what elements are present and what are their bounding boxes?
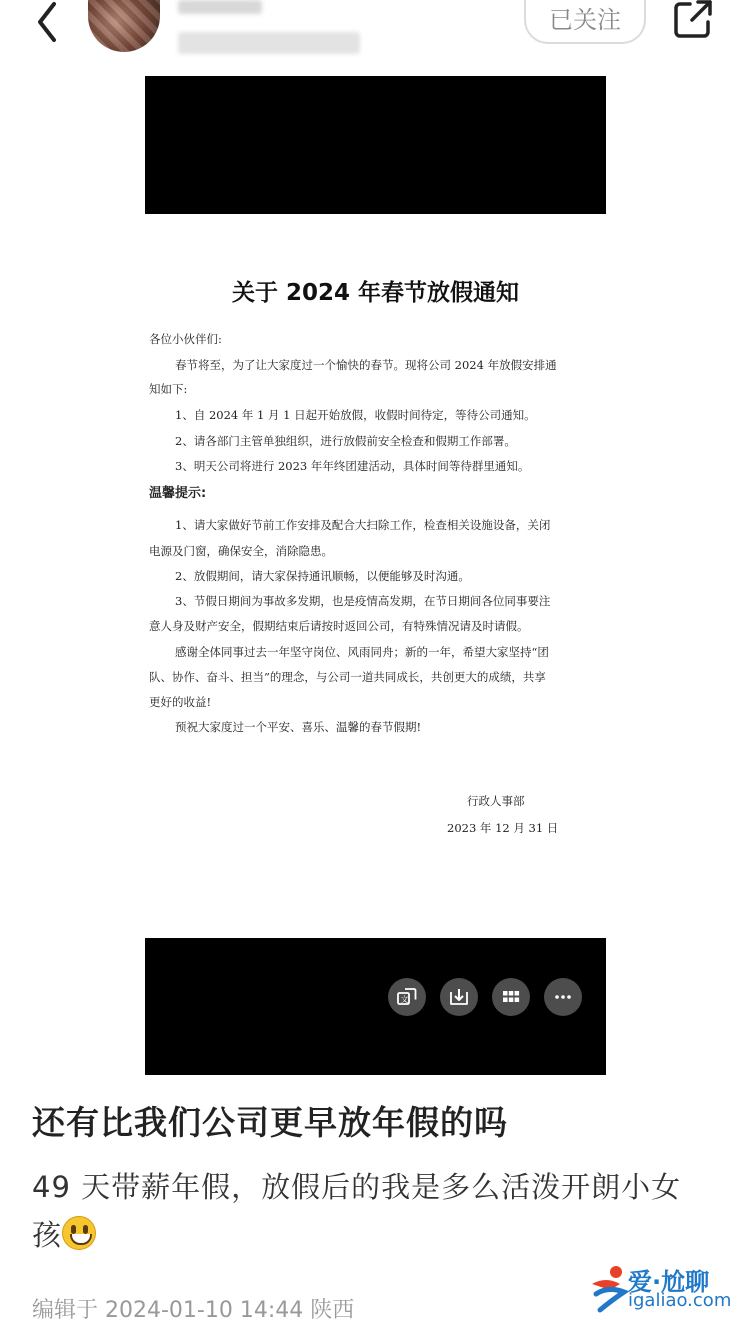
grid-view-button[interactable]	[492, 978, 530, 1016]
redacted-area-bottom	[145, 938, 606, 1075]
more-button[interactable]	[544, 978, 582, 1016]
post-body-line2: 孩	[32, 1218, 63, 1252]
watermark-brand: 爱·尬聊	[628, 1268, 710, 1296]
download-icon	[448, 986, 470, 1008]
post-image[interactable]	[145, 76, 606, 1075]
redacted-area-top	[145, 76, 606, 214]
author-name-redacted[interactable]	[178, 0, 262, 14]
watermark-url: igaliao.com	[628, 1290, 732, 1311]
doc-signature-dept: 行政人事部	[467, 794, 525, 808]
doc-tip: 3、节假日期间为事故多发期，也是疫情高发期，在节日期间各位同事要注	[175, 594, 551, 608]
doc-paragraph: 2、请各部门主管单独组织，进行放假前安全检查和假期工作部署。	[175, 434, 516, 448]
edit-info: 编辑于 2024-01-10 14:44 陕西	[32, 1298, 355, 1323]
share-button[interactable]	[672, 0, 716, 40]
back-button[interactable]	[28, 0, 68, 46]
doc-tip: 更好的收益!	[149, 695, 212, 709]
doc-tip: 队、协作、奋斗、担当”的理念，与公司一道共同成长，共创更大的成绩，共享	[149, 670, 546, 684]
download-button[interactable]	[440, 978, 478, 1016]
watermark	[586, 1258, 746, 1320]
doc-paragraph: 知如下:	[149, 382, 188, 396]
doc-tip: 电源及门窗，确保安全，消除隐患。	[149, 544, 333, 558]
more-icon	[552, 986, 574, 1008]
runner-logo-icon	[586, 1264, 630, 1314]
post-body-line1: 49 天带薪年假，放假后的我是多么活泼开朗小女	[32, 1170, 682, 1204]
doc-greeting: 各位小伙伴们:	[149, 332, 222, 346]
author-meta-redacted	[178, 32, 360, 54]
translate-button[interactable]	[388, 978, 426, 1016]
follow-button[interactable]: 已关注	[524, 0, 646, 44]
doc-tip: 2、放假期间，请大家保持通讯顺畅，以便能够及时沟通。	[175, 569, 470, 583]
doc-tip: 预祝大家度过一个平安、喜乐、温馨的春节假期!	[175, 720, 422, 734]
post-title: 还有比我们公司更早放年假的吗	[32, 1103, 508, 1142]
doc-tips-heading: 温馨提示:	[149, 486, 207, 501]
doc-paragraph: 3、明天公司将进行 2023 年年终团建活动，具体时间等待群里通知。	[175, 459, 530, 473]
svg-text:文: 文	[400, 995, 409, 1004]
back-icon	[28, 0, 68, 46]
doc-tip: 感谢全体同事过去一年坚守岗位、风雨同舟；新的一年，希望大家坚持“团	[175, 645, 549, 659]
doc-tip: 1、请大家做好节前工作安排及配合大扫除工作，检查相关设施设备，关闭	[175, 518, 551, 532]
post-body	[32, 1163, 722, 1259]
grid-icon	[500, 986, 522, 1008]
doc-paragraph: 春节将至，为了让大家度过一个愉快的春节。现将公司 2024 年放假安排通	[175, 358, 557, 372]
doc-paragraph: 1、自 2024 年 1 月 1 日起开始放假，收假时间待定，等待公司通知。	[175, 408, 536, 422]
doc-title: 关于 2024 年春节放假通知	[231, 280, 520, 306]
share-icon	[672, 0, 716, 40]
avatar[interactable]	[88, 0, 160, 52]
doc-signature-date: 2023 年 12 月 31 日	[447, 821, 559, 835]
grin-emoji-icon	[62, 1216, 96, 1250]
doc-tip: 意人身及财产安全，假期结束后请按时返回公司，有特殊情况请及时请假。	[149, 619, 529, 633]
translate-icon	[396, 986, 418, 1008]
